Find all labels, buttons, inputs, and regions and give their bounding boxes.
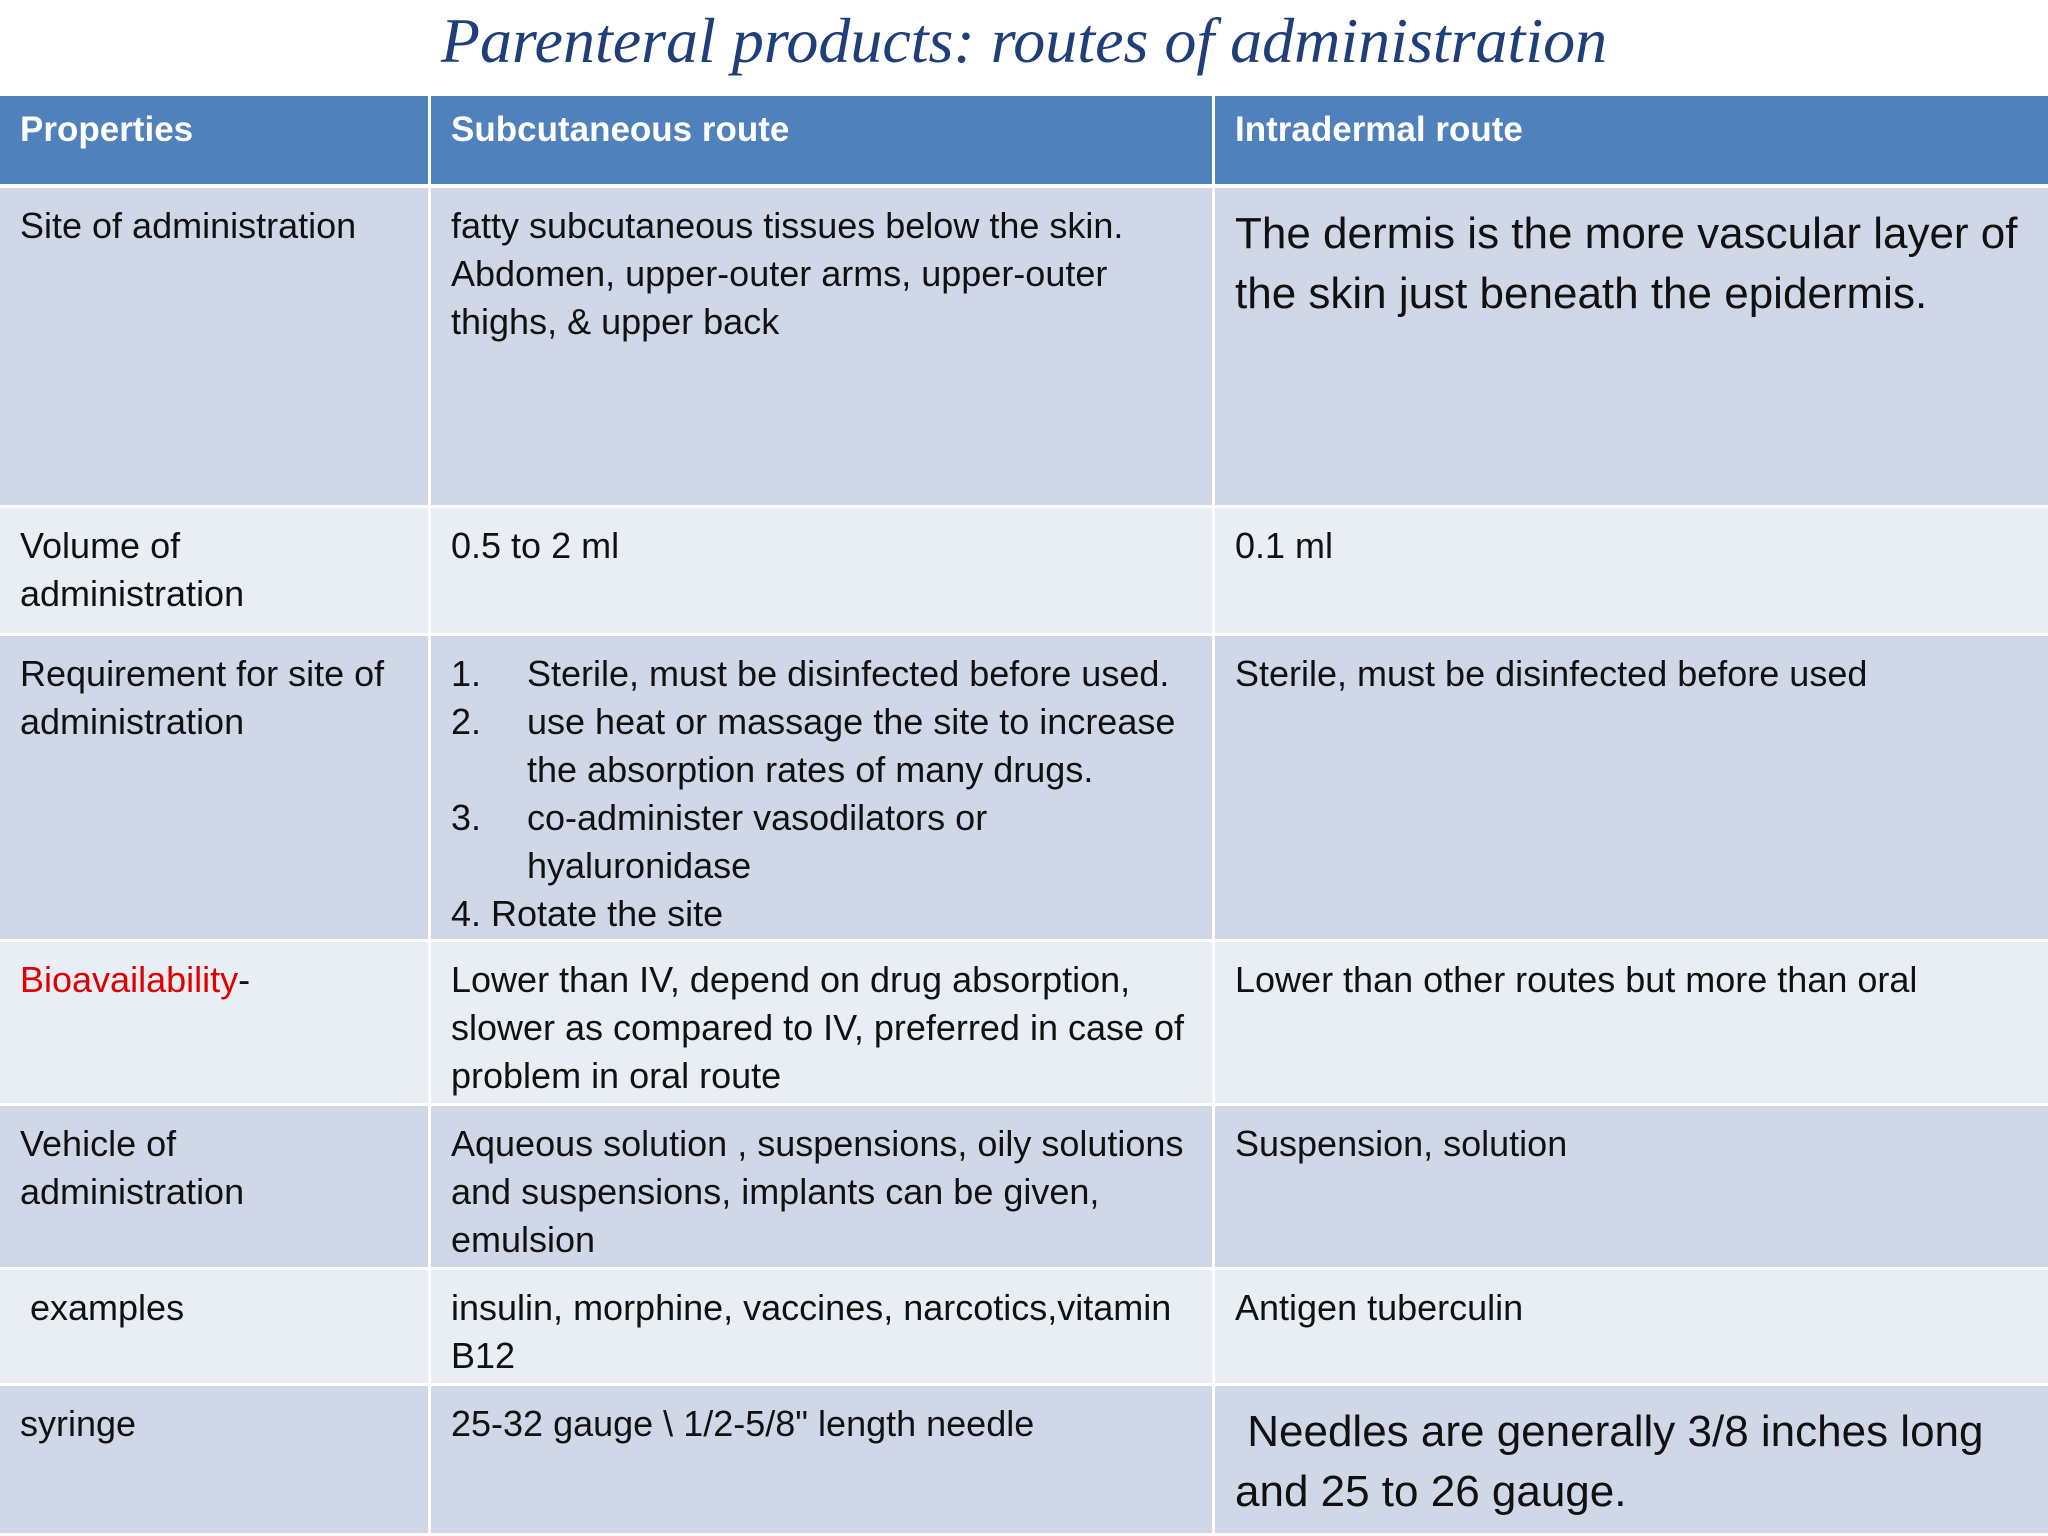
list-item — [451, 698, 1192, 794]
list-item-text: co-administer vasodilators or hyaluronidase — [527, 797, 988, 886]
bioavailability-intradermal: Lower than other routes but more than oral — [1215, 942, 2048, 1106]
site-property: Site of administration — [0, 188, 431, 508]
slide-title: Parenteral products: routes of administration — [440, 5, 1608, 76]
bioavailability-subcutaneous: Lower than IV, depend on drug absorption, slower as compared to IV, preferred in case of problem in oral route — [431, 942, 1215, 1106]
vehicle-subcutaneous: Aqueous solution , suspensions, oily solutions and suspensions, implants can be given, emulsion — [431, 1106, 1215, 1270]
bioavailability-property — [0, 942, 431, 1106]
comparison-table — [0, 96, 2048, 1536]
list-item — [451, 650, 1192, 698]
list-item-text: Sterile, must be disinfected before used. — [527, 653, 1170, 694]
header-intradermal: Intradermal route — [1215, 96, 2048, 188]
list-item-number: 3. — [451, 797, 482, 838]
bioavailability-label: Bioavailability — [20, 959, 239, 1000]
site-intradermal: The dermis is the more vascular layer of the skin just beneath the epidermis. — [1215, 188, 2048, 508]
volume-intradermal: 0.1 ml — [1215, 508, 2048, 636]
volume-subcutaneous: 0.5 to 2 ml — [431, 508, 1215, 636]
requirement-intradermal: Sterile, must be disinfected before used — [1215, 636, 2048, 942]
requirement-subcutaneous — [431, 636, 1215, 942]
list-item-number: 1. — [451, 653, 482, 694]
syringe-property: syringe — [0, 1386, 431, 1536]
volume-property: Volume of administration — [0, 508, 431, 636]
examples-intradermal: Antigen tuberculin — [1215, 1270, 2048, 1386]
vehicle-property: Vehicle of administration — [0, 1106, 431, 1270]
list-item-rotate: 4. Rotate the site — [451, 893, 724, 934]
examples-property: examples — [0, 1270, 431, 1386]
requirement-property: Requirement for site of administration — [0, 636, 431, 942]
site-subcutaneous: fatty subcutaneous tissues below the skin. Abdomen, upper-outer arms, upper-outer thighs, & upper back — [431, 188, 1215, 508]
list-item-number: 2. — [451, 701, 482, 742]
bioavailability-suffix: - — [238, 959, 251, 1000]
requirement-list — [451, 650, 1192, 890]
header-subcutaneous: Subcutaneous route — [431, 96, 1215, 188]
examples-subcutaneous: insulin, morphine, vaccines, narcotics,vitamin B12 — [431, 1270, 1215, 1386]
vehicle-intradermal: Suspension, solution — [1215, 1106, 2048, 1270]
list-item-text: use heat or massage the site to increase the absorption rates of many drugs. — [527, 701, 1176, 790]
syringe-subcutaneous: 25-32 gauge \ 1/2-5/8" length needle — [431, 1386, 1215, 1536]
syringe-intradermal: Needles are generally 3/8 inches long and 25 to 26 gauge. — [1215, 1386, 2048, 1536]
header-properties: Properties — [0, 96, 431, 188]
list-item — [451, 794, 1192, 890]
